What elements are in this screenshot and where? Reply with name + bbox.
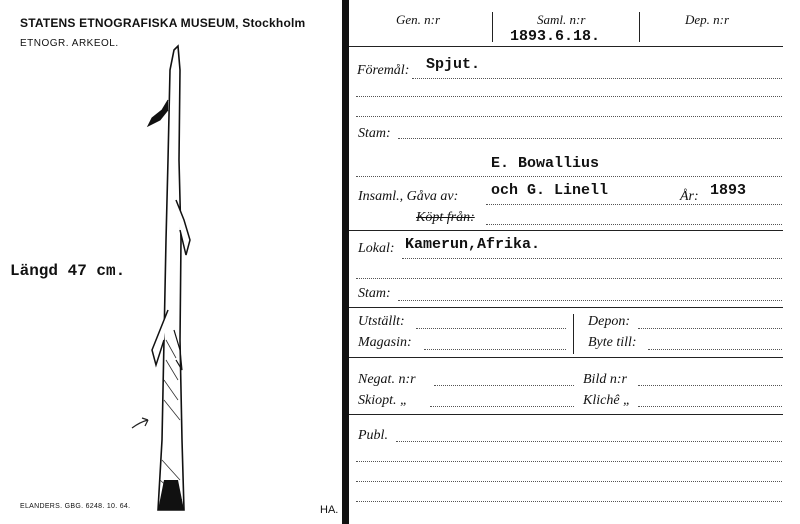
ar-value: 1893 [710, 182, 747, 199]
saml-value: 1893.6.18. [510, 28, 601, 45]
donor-line-2: och G. Linell [491, 182, 609, 199]
publ-line-1 [396, 441, 782, 442]
kliche-line [638, 406, 782, 407]
rule-top [349, 46, 783, 47]
insaml-label: Insaml., Gåva av: [358, 189, 459, 204]
negat-label: Negat. n:r [358, 372, 416, 387]
foremal-value: Spjut. [426, 56, 481, 73]
stam-label: Stam: [358, 286, 391, 301]
foremal-line [412, 78, 782, 79]
magasin-label: Magasin: [358, 335, 412, 350]
stam-line-upper [398, 138, 782, 139]
kopt-fran-label-struck: Köpt från: [416, 210, 475, 225]
length-note: Längd 47 cm. [10, 262, 126, 280]
col-divider-1 [492, 12, 493, 42]
utstallt-label: Utställt: [358, 314, 405, 329]
depon-label: Depon: [588, 314, 630, 329]
magasin-line [424, 349, 566, 350]
skiopt-label: Skiopt. „ [358, 393, 408, 408]
skiopt-line [430, 406, 574, 407]
arrow-mark [130, 416, 154, 432]
bild-label: Bild n:r [583, 372, 627, 387]
gen-label: Gen. n:r [396, 12, 441, 27]
rule-4 [349, 357, 783, 358]
department-label: ETNOGR. ARKEOL. [20, 38, 119, 49]
donor-line-1: E. Bowallius [491, 155, 600, 172]
publ-line-4 [356, 501, 782, 502]
depon-line [638, 328, 782, 329]
foremal-line-2 [356, 96, 782, 97]
printer-imprint: ELANDERS. GBG. 6248. 10. 64. [20, 503, 131, 510]
bild-line [638, 385, 782, 386]
publ-line-3 [356, 481, 782, 482]
foremal-label: Föremål: [357, 63, 410, 78]
lokal-value: Kamerun,Afrika. [405, 236, 541, 253]
kliche-label: Klichê „ [583, 393, 631, 408]
byte-label: Byte till: [588, 335, 637, 350]
negat-line [434, 385, 574, 386]
insaml-line [486, 204, 782, 205]
utstallt-line [416, 328, 566, 329]
publ-label: Publ. [358, 428, 388, 443]
handwritten-initials: HA. [320, 504, 339, 516]
col-divider-2 [639, 12, 640, 42]
donor-line [356, 176, 782, 177]
stam-label-upper: Stam: [358, 126, 391, 141]
saml-label: Saml. n:r [537, 12, 586, 27]
kopt-line [486, 224, 782, 225]
dep-label: Dep. n:r [685, 12, 730, 27]
stam-line [398, 300, 782, 301]
rule-2 [349, 230, 783, 231]
col-divider-3 [573, 314, 574, 354]
lokal-label: Lokal: [358, 241, 395, 256]
rule-3 [349, 307, 783, 308]
publ-line-2 [356, 461, 782, 462]
ar-label: År: [680, 189, 699, 204]
byte-line [648, 349, 782, 350]
lokal-line [402, 258, 782, 259]
spear-drawing [118, 40, 208, 520]
museum-name: STATENS ETNOGRAFISKA MUSEUM, Stockholm [20, 16, 306, 30]
card-binding-bar [342, 0, 349, 524]
rule-5 [349, 414, 783, 415]
foremal-line-3 [356, 116, 782, 117]
lokal-line-2 [356, 278, 782, 279]
